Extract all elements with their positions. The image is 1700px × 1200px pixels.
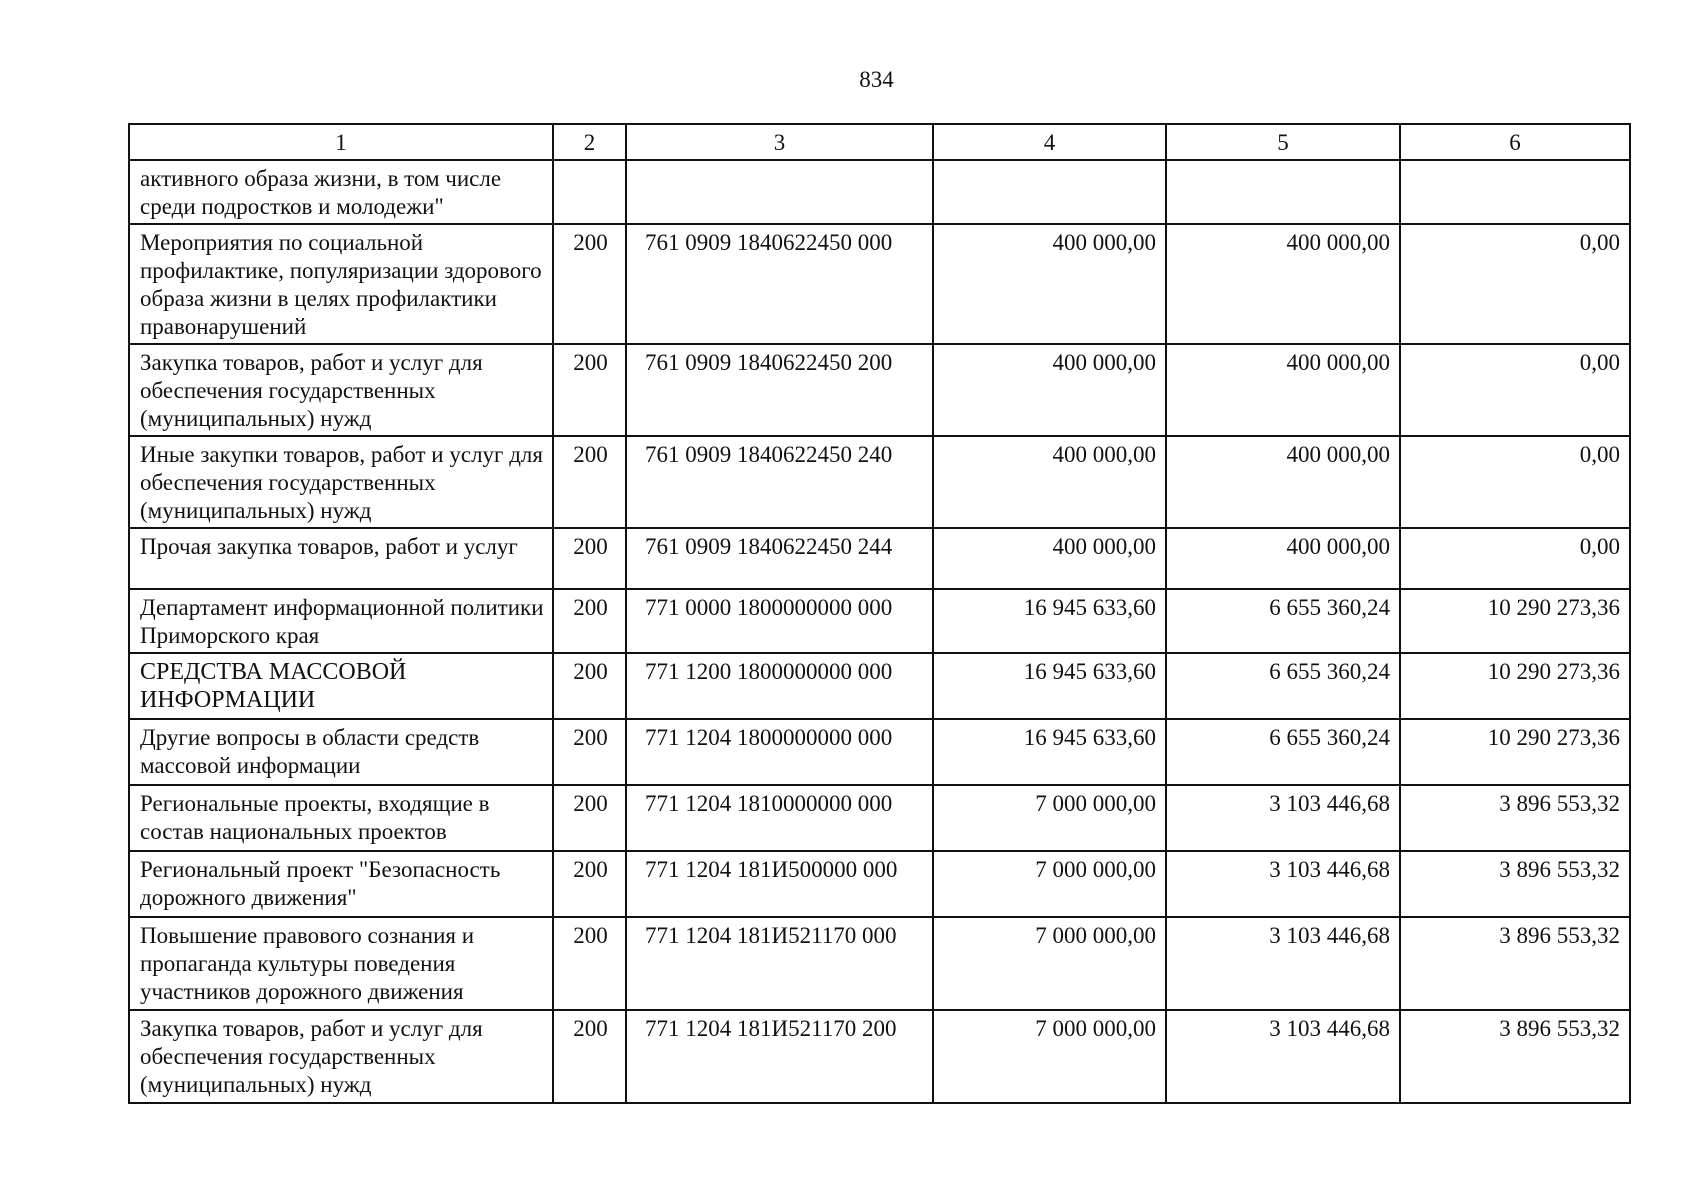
row-group-cell: 200 bbox=[553, 653, 626, 719]
row-name-cell: Иные закупки товаров, работ и услуг для обеспечения государственных (муниципальных) нужд bbox=[129, 436, 553, 528]
row-value-5-cell: 400 000,00 bbox=[1166, 436, 1400, 528]
row-value-6-cell: 3 896 553,32 bbox=[1400, 917, 1630, 1010]
row-code-cell: 771 1204 181И521170 200 bbox=[626, 1010, 933, 1103]
row-value-5-cell: 6 655 360,24 bbox=[1166, 589, 1400, 653]
table-row bbox=[129, 344, 1630, 436]
row-value-6-cell bbox=[1400, 160, 1630, 224]
table-row bbox=[129, 719, 1630, 785]
row-name-cell: Повышение правового сознания и пропаганда культуры поведения участников дорожного движения bbox=[129, 917, 553, 1010]
row-group-cell: 200 bbox=[553, 528, 626, 589]
row-value-6-cell: 0,00 bbox=[1400, 344, 1630, 436]
row-value-6-cell: 10 290 273,36 bbox=[1400, 589, 1630, 653]
row-code-cell: 761 0909 1840622450 200 bbox=[626, 344, 933, 436]
row-value-5-cell: 3 103 446,68 bbox=[1166, 917, 1400, 1010]
row-value-5-cell: 3 103 446,68 bbox=[1166, 1010, 1400, 1103]
row-value-5-cell: 6 655 360,24 bbox=[1166, 653, 1400, 719]
row-code-cell: 771 1200 1800000000 000 bbox=[626, 653, 933, 719]
row-value-5-cell: 3 103 446,68 bbox=[1166, 851, 1400, 917]
row-value-5-cell bbox=[1166, 160, 1400, 224]
row-code-cell: 761 0909 1840622450 244 bbox=[626, 528, 933, 589]
row-name-cell: Закупка товаров, работ и услуг для обеспечения государственных (муниципальных) нужд bbox=[129, 344, 553, 436]
row-value-4-cell bbox=[933, 160, 1166, 224]
row-value-6-cell: 0,00 bbox=[1400, 528, 1630, 589]
row-value-6-cell: 10 290 273,36 bbox=[1400, 719, 1630, 785]
table-row bbox=[129, 224, 1630, 344]
row-group-cell: 200 bbox=[553, 224, 626, 344]
row-group-cell: 200 bbox=[553, 589, 626, 653]
row-code-cell: 771 0000 1800000000 000 bbox=[626, 589, 933, 653]
row-value-4-cell: 16 945 633,60 bbox=[933, 719, 1166, 785]
row-code-cell: 771 1204 1810000000 000 bbox=[626, 785, 933, 851]
column-header-4: 4 bbox=[933, 124, 1166, 160]
table-row bbox=[129, 528, 1630, 589]
row-value-4-cell: 400 000,00 bbox=[933, 224, 1166, 344]
row-group-cell: 200 bbox=[553, 344, 626, 436]
row-code-cell: 771 1204 1800000000 000 bbox=[626, 719, 933, 785]
row-name-cell: Региональные проекты, входящие в состав национальных проектов bbox=[129, 785, 553, 851]
table-row bbox=[129, 436, 1630, 528]
row-group-cell: 200 bbox=[553, 719, 626, 785]
row-name-cell: активного образа жизни, в том числе среди подростков и молодежи" bbox=[129, 160, 553, 224]
row-value-6-cell: 3 896 553,32 bbox=[1400, 1010, 1630, 1103]
row-group-cell: 200 bbox=[553, 785, 626, 851]
table-row bbox=[129, 851, 1630, 917]
row-name-cell: СРЕДСТВА МАССОВОЙ ИНФОРМАЦИИ bbox=[129, 653, 553, 719]
row-value-4-cell: 400 000,00 bbox=[933, 436, 1166, 528]
row-name-cell: Мероприятия по социальной профилактике, популяризации здорового образа жизни в целях профилактики правонарушений bbox=[129, 224, 553, 344]
row-code-cell bbox=[626, 160, 933, 224]
row-value-6-cell: 3 896 553,32 bbox=[1400, 851, 1630, 917]
row-value-4-cell: 400 000,00 bbox=[933, 528, 1166, 589]
row-value-5-cell: 3 103 446,68 bbox=[1166, 785, 1400, 851]
row-value-6-cell: 3 896 553,32 bbox=[1400, 785, 1630, 851]
row-value-6-cell: 0,00 bbox=[1400, 224, 1630, 344]
row-value-4-cell: 7 000 000,00 bbox=[933, 785, 1166, 851]
table-row bbox=[129, 785, 1630, 851]
row-value-4-cell: 7 000 000,00 bbox=[933, 917, 1166, 1010]
row-value-5-cell: 400 000,00 bbox=[1166, 528, 1400, 589]
row-name-cell: Департамент информационной политики Приморского края bbox=[129, 589, 553, 653]
row-name-cell: Региональный проект "Безопасность дорожного движения" bbox=[129, 851, 553, 917]
column-header-2: 2 bbox=[553, 124, 626, 160]
row-value-4-cell: 7 000 000,00 bbox=[933, 1010, 1166, 1103]
row-value-4-cell: 7 000 000,00 bbox=[933, 851, 1166, 917]
row-value-6-cell: 0,00 bbox=[1400, 436, 1630, 528]
row-name-cell: Закупка товаров, работ и услуг для обеспечения государственных (муниципальных) нужд bbox=[129, 1010, 553, 1103]
row-group-cell bbox=[553, 160, 626, 224]
row-value-4-cell: 16 945 633,60 bbox=[933, 589, 1166, 653]
row-name-cell: Другие вопросы в области средств массовой информации bbox=[129, 719, 553, 785]
table-header-row bbox=[129, 124, 1630, 160]
table-row bbox=[129, 589, 1630, 653]
row-value-6-cell: 10 290 273,36 bbox=[1400, 653, 1630, 719]
table-row bbox=[129, 160, 1630, 224]
row-code-cell: 771 1204 181И500000 000 bbox=[626, 851, 933, 917]
row-value-5-cell: 400 000,00 bbox=[1166, 224, 1400, 344]
table-row bbox=[129, 653, 1630, 719]
table-row bbox=[129, 1010, 1630, 1103]
column-header-1: 1 bbox=[129, 124, 553, 160]
column-header-3: 3 bbox=[626, 124, 933, 160]
table-body bbox=[129, 160, 1630, 1103]
row-group-cell: 200 bbox=[553, 1010, 626, 1103]
row-group-cell: 200 bbox=[553, 851, 626, 917]
row-value-5-cell: 400 000,00 bbox=[1166, 344, 1400, 436]
row-group-cell: 200 bbox=[553, 917, 626, 1010]
column-header-6: 6 bbox=[1400, 124, 1630, 160]
row-group-cell: 200 bbox=[553, 436, 626, 528]
row-value-5-cell: 6 655 360,24 bbox=[1166, 719, 1400, 785]
row-value-4-cell: 400 000,00 bbox=[933, 344, 1166, 436]
row-code-cell: 761 0909 1840622450 240 bbox=[626, 436, 933, 528]
row-code-cell: 761 0909 1840622450 000 bbox=[626, 224, 933, 344]
table-row bbox=[129, 917, 1630, 1010]
row-value-4-cell: 16 945 633,60 bbox=[933, 653, 1166, 719]
column-header-5: 5 bbox=[1166, 124, 1400, 160]
row-name-cell: Прочая закупка товаров, работ и услуг bbox=[129, 528, 553, 589]
row-code-cell: 771 1204 181И521170 000 bbox=[626, 917, 933, 1010]
page-number: 834 bbox=[859, 67, 894, 92]
budget-table bbox=[128, 123, 1631, 1104]
